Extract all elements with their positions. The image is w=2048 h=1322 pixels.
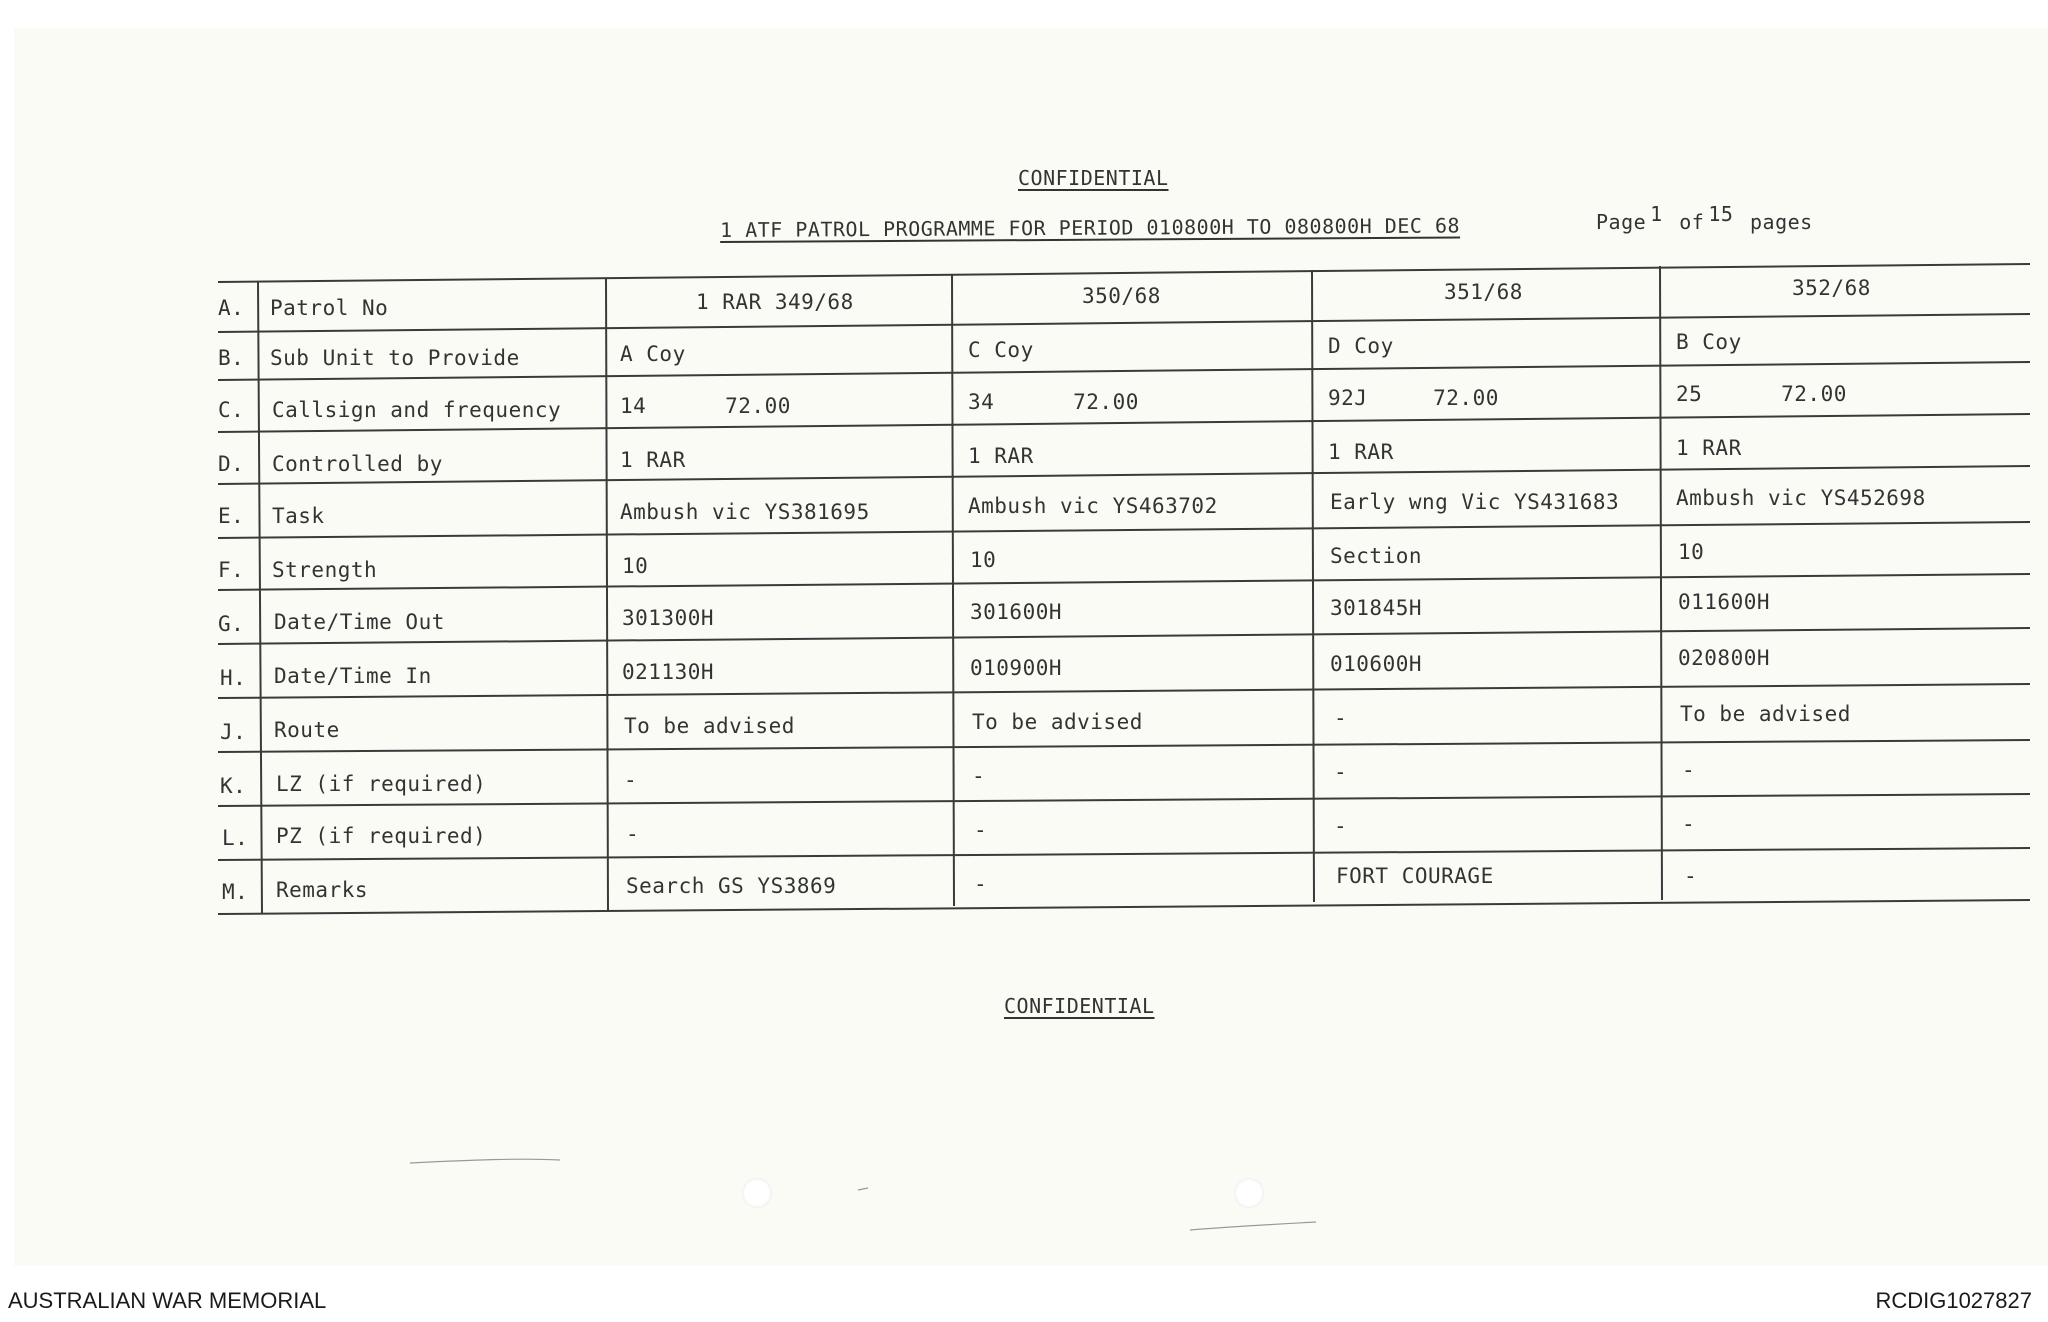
- page-label: Page: [1596, 210, 1647, 234]
- row-label-task: Task: [272, 504, 325, 528]
- patrol-no-352: 352/68: [1792, 276, 1871, 300]
- controlled-by-352: 1 RAR: [1676, 436, 1742, 460]
- classification-heading-top: CONFIDENTIAL: [1018, 166, 1169, 190]
- time-in-349: 021130H: [622, 660, 715, 684]
- remarks-349: Search GS YS3869: [626, 874, 837, 898]
- page-count: [1596, 202, 1813, 234]
- callsign-351: 92J 72.00: [1328, 386, 1499, 410]
- row-letter-b: B.: [218, 346, 245, 370]
- controlled-by-350: 1 RAR: [968, 444, 1034, 468]
- patrol-no-350: 350/68: [1082, 284, 1161, 308]
- classification-heading-bottom: CONFIDENTIAL: [1004, 994, 1155, 1018]
- strength-349: 10: [622, 554, 649, 578]
- document-title: 1 ATF PATROL PROGRAMME FOR PERIOD 010800H TO 080800H DEC 68: [720, 213, 1461, 242]
- pz-352: -: [1682, 812, 1696, 836]
- row-letter-e: E.: [218, 504, 245, 528]
- lz-349: -: [624, 768, 638, 792]
- strength-350: 10: [970, 548, 997, 572]
- archive-watermark-left: AUSTRALIAN WAR MEMORIAL: [8, 1288, 327, 1313]
- patrol-no-349: 1 RAR 349/68: [696, 290, 854, 314]
- sub-unit-351: D Coy: [1328, 334, 1394, 358]
- controlled-by-349: 1 RAR: [620, 448, 686, 472]
- route-351: -: [1334, 706, 1348, 730]
- row-label-remarks: Remarks: [276, 878, 369, 902]
- time-out-350: 301600H: [970, 600, 1063, 624]
- punch-hole-right: [1234, 1178, 1264, 1208]
- time-out-351: 301845H: [1330, 596, 1423, 620]
- archive-watermark-right: RCDIG1027827: [1875, 1288, 2032, 1313]
- row-letter-g: G.: [218, 612, 245, 636]
- row-label-sub-unit: Sub Unit to Provide: [270, 346, 520, 370]
- row-label-time-out: Date/Time Out: [274, 610, 445, 634]
- sub-unit-349: A Coy: [620, 342, 686, 366]
- row-label-route: Route: [274, 718, 340, 742]
- pz-351: -: [1334, 814, 1348, 838]
- row-label-strength: Strength: [272, 558, 378, 582]
- patrol-no-351: 351/68: [1444, 280, 1523, 304]
- time-in-350: 010900H: [970, 656, 1063, 680]
- row-label-controlled-by: Controlled by: [272, 452, 443, 476]
- remarks-350: -: [974, 872, 988, 896]
- pz-349: -: [626, 822, 640, 846]
- row-letter-f: F.: [218, 558, 245, 582]
- row-letter-l: L.: [222, 826, 249, 850]
- callsign-350: 34 72.00: [968, 390, 1139, 414]
- time-in-351: 010600H: [1330, 652, 1423, 676]
- lz-350: -: [972, 764, 986, 788]
- page-total: 15: [1708, 202, 1734, 226]
- row-letter-k: K.: [220, 774, 247, 798]
- route-352: To be advised: [1680, 702, 1851, 726]
- lz-351: -: [1334, 760, 1348, 784]
- callsign-352: 25 72.00: [1676, 382, 1847, 406]
- page-suffix: pages: [1750, 210, 1813, 234]
- lz-352: -: [1682, 758, 1696, 782]
- time-out-352: 011600H: [1678, 590, 1771, 614]
- task-351: Early wng Vic YS431683: [1330, 490, 1620, 514]
- strength-352: 10: [1678, 540, 1705, 564]
- pz-350: -: [974, 818, 988, 842]
- row-label-time-in: Date/Time In: [274, 664, 432, 688]
- row-label-lz: LZ (if required): [276, 772, 487, 796]
- strength-351: Section: [1330, 544, 1423, 568]
- task-350: Ambush vic YS463702: [968, 494, 1218, 518]
- punch-hole-left: [742, 1178, 772, 1208]
- sub-unit-350: C Coy: [968, 338, 1034, 362]
- controlled-by-351: 1 RAR: [1328, 440, 1394, 464]
- row-label-callsign: Callsign and frequency: [272, 398, 562, 422]
- task-349: Ambush vic YS381695: [620, 500, 870, 524]
- callsign-349: 14 72.00: [620, 394, 791, 418]
- remarks-351: FORT COURAGE: [1336, 864, 1494, 888]
- page-number: 1: [1650, 202, 1663, 226]
- row-letter-c: C.: [218, 398, 245, 422]
- sub-unit-352: B Coy: [1676, 330, 1742, 354]
- row-letter-d: D.: [218, 452, 245, 476]
- task-352: Ambush vic YS452698: [1676, 486, 1926, 510]
- route-349: To be advised: [624, 714, 795, 738]
- time-out-349: 301300H: [622, 606, 715, 630]
- row-letter-j: J.: [220, 720, 247, 744]
- remarks-352: -: [1684, 864, 1698, 888]
- row-letter-a: A.: [218, 296, 245, 320]
- row-label-patrol-no: Patrol No: [270, 296, 389, 320]
- time-in-352: 020800H: [1678, 646, 1771, 670]
- row-label-pz: PZ (if required): [276, 824, 487, 848]
- row-letter-h: H.: [220, 666, 247, 690]
- page-of-label: of: [1679, 210, 1705, 234]
- route-350: To be advised: [972, 710, 1143, 734]
- row-letter-m: M.: [222, 880, 249, 904]
